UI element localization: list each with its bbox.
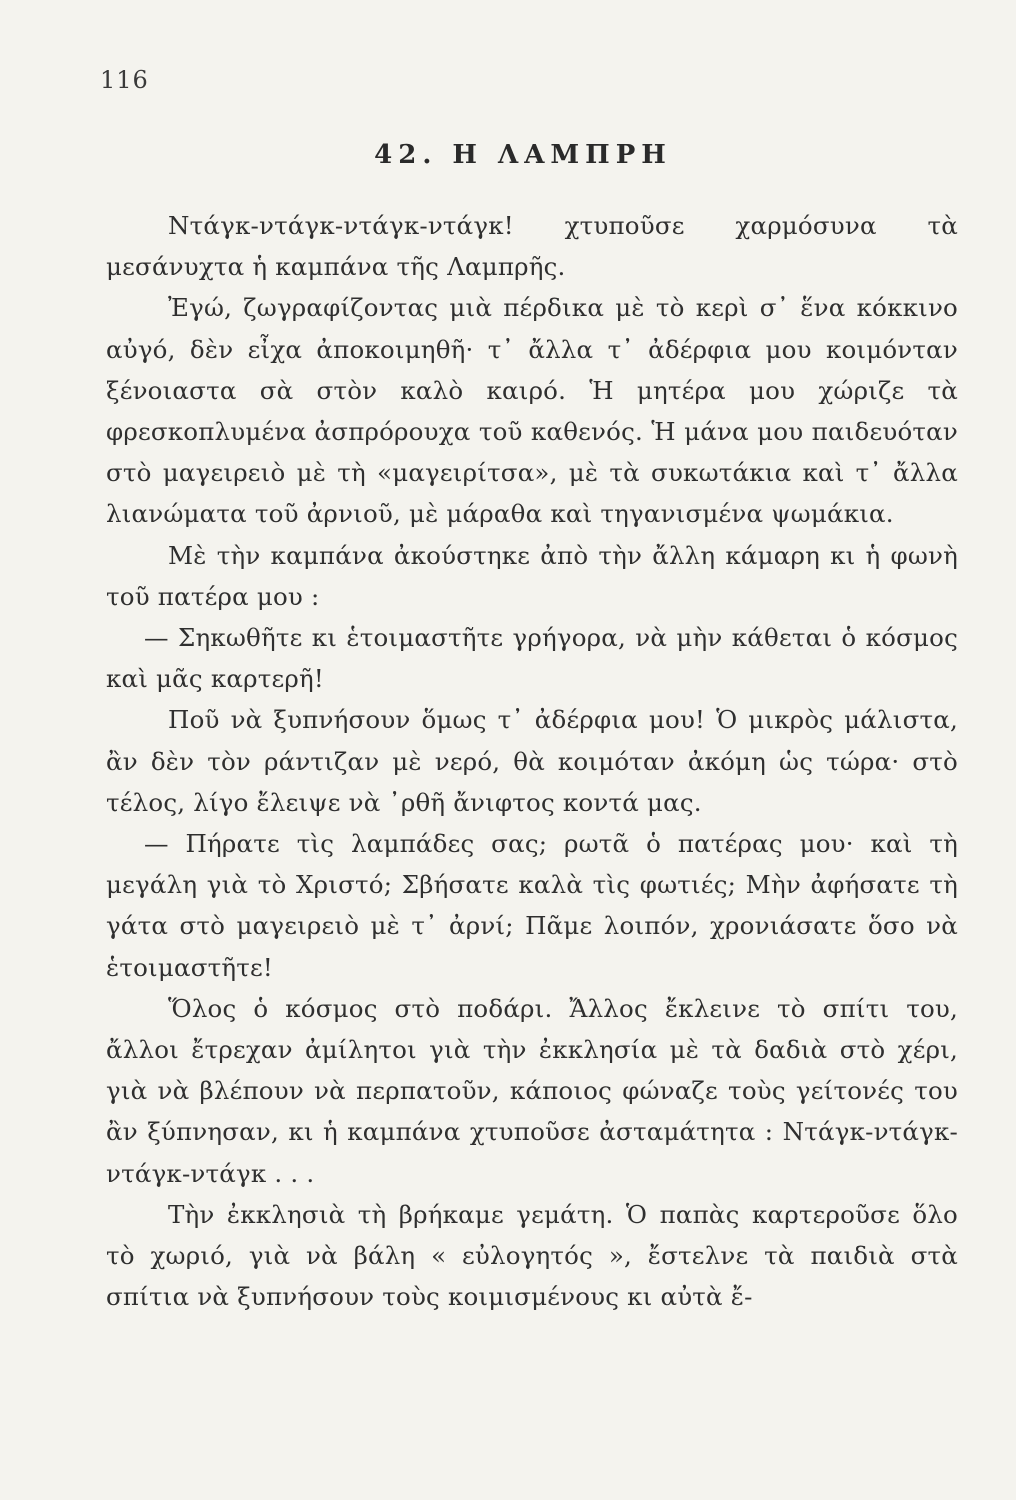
- paragraph: Τὴν ἐκκλησιὰ τὴ βρήκαμε γεμάτη. Ὁ παπὰς καρτεροῦσε ὅλο τὸ χωριό, γιὰ νὰ βάλη « εὐλογητός », ἔστελνε τὰ παιδιὰ στὰ σπίτια νὰ ξυπνήσουν τοὺς κοιμισμένους κι αὐτὰ ἔ-: [106, 1199, 958, 1312]
- paragraph: Ἐγώ, ζωγραφίζοντας μιὰ πέρδικα μὲ τὸ κερὶ σ᾽ ἕνα κόκκινο αὐγό, δὲν εἶχα ἀποκοιμηθῆ· τ᾽ ἄλλα τ᾽ ἀδέρφια μου κοιμόνταν ξένοιαστα σὰ στὸν καλὸ καιρό. Ἡ μητέρα μου χώριζε τὰ φρεσκοπλυμένα ἀσπρόρουχα τοῦ καθενός. Ἡ μάνα μου παιδευόταν στὸ μαγειρειὸ μὲ τὴ «μαγειρίτσα», μὲ τὰ συκωτάκια καὶ τ᾽ ἄλλα λιανώματα τοῦ ἀρνιοῦ, μὲ μάραθα καὶ τηγανισμένα ψωμάκια.: [106, 293, 958, 529]
- dialogue-paragraph: — Πήρατε τὶς λαμπάδες σας; ρωτᾶ ὁ πατέρας μου· καὶ τὴ μεγάλη γιὰ τὸ Χριστό; Σβήσατε καλὰ τὶς φωτιές; Μὴν ἀφήσατε τὴ γάτα στὸ μαγειρειὸ μὲ τ᾽ ἀρνί; Πᾶμε λοιπόν, χρονιάσατε ὅσο νὰ ἑτοιμαστῆτε!: [106, 829, 958, 982]
- paragraph: Μὲ τὴν καμπάνα ἀκούστηκε ἀπὸ τὴν ἄλλη κάμαρη κι ἡ φωνὴ τοῦ πατέρα μου :: [106, 540, 958, 611]
- paragraph: Ποῦ νὰ ξυπνήσουν ὅμως τ᾽ ἀδέρφια μου! Ὁ μικρὸς μάλιστα, ἂν δὲν τὸν ράντιζαν μὲ νερό, θὰ κοιμόταν ἀκόμη ὡς τώρα· στὸ τέλος, λίγο ἔλειψε νὰ ᾽ρθῆ ἄνιφτος κοντά μας.: [106, 705, 958, 817]
- chapter-title: 42. Η ΛΑΜΠΡΗ: [374, 140, 672, 170]
- page-number: 116: [100, 66, 149, 94]
- dialogue-paragraph: — Σηκωθῆτε κι ἑτοιμαστῆτε γρήγορα, νὰ μὴν κάθεται ὁ κόσμος καὶ μᾶς καρτερῆ!: [106, 623, 958, 694]
- body-text: [106, 205, 958, 1317]
- paragraph: Ντάγκ-ντάγκ-ντάγκ-ντάγκ! χτυποῦσε χαρμόσυνα τὰ μεσάνυχτα ἡ καμπάνα τῆς Λαμπρῆς.: [106, 211, 958, 282]
- paragraph: Ὅλος ὁ κόσμος στὸ ποδάρι. Ἄλλος ἔκλεινε τὸ σπίτι του, ἄλλοι ἔτρεχαν ἀμίλητοι γιὰ τὴν ἐκκλησία μὲ τὰ δαδιὰ στὸ χέρι, γιὰ νὰ βλέπουν νὰ περπατοῦν, κάποιος φώναζε τοὺς γείτονές του ἂν ξύπνησαν, κι ἡ καμπάνα χτυποῦσε ἀσταμάτητα : Ντάγκ-ντάγκ-ντάγκ-ντάγκ . . .: [106, 993, 958, 1188]
